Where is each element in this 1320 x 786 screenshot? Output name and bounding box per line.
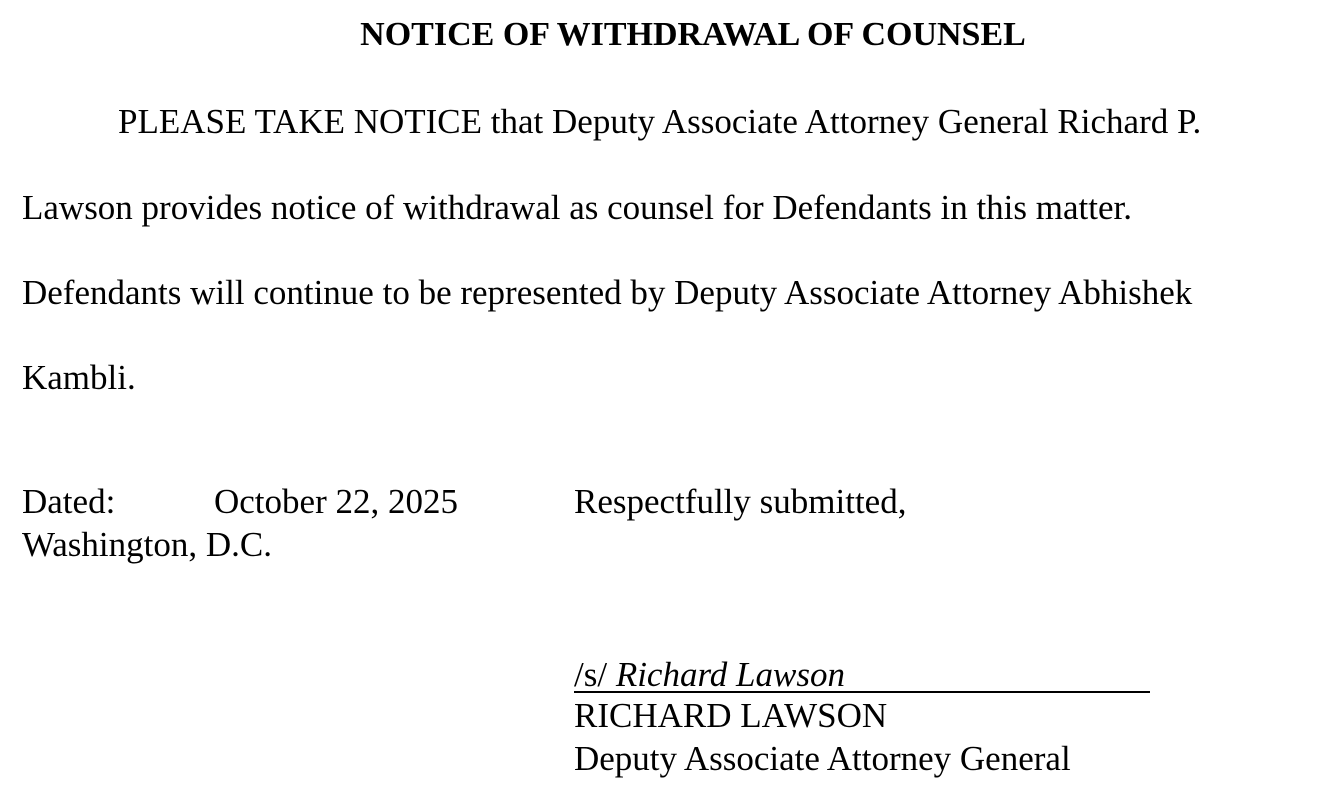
- signature-line: [574, 655, 1150, 693]
- body-line-4: Kambli.: [22, 358, 136, 397]
- dated-label: Dated:: [22, 482, 116, 521]
- signature-prefix: /s/: [574, 655, 608, 694]
- document-title: NOTICE OF WITHDRAWAL OF COUNSEL: [360, 16, 1026, 53]
- body-line-3: Defendants will continue to be represented by Deputy Associate Attorney Abhishek: [22, 273, 1193, 312]
- closing-text: Respectfully submitted,: [574, 482, 907, 521]
- location-text: Washington, D.C.: [22, 525, 272, 564]
- signer-name: RICHARD LAWSON: [574, 696, 888, 735]
- signer-title: Deputy Associate Attorney General: [574, 739, 1071, 778]
- body-line-2: Lawson provides notice of withdrawal as counsel for Defendants in this matter.: [22, 188, 1132, 227]
- body-line-1: PLEASE TAKE NOTICE that Deputy Associate Attorney General Richard P.: [118, 102, 1202, 141]
- date-value: October 22, 2025: [214, 482, 458, 521]
- signature-name: Richard Lawson: [615, 655, 845, 694]
